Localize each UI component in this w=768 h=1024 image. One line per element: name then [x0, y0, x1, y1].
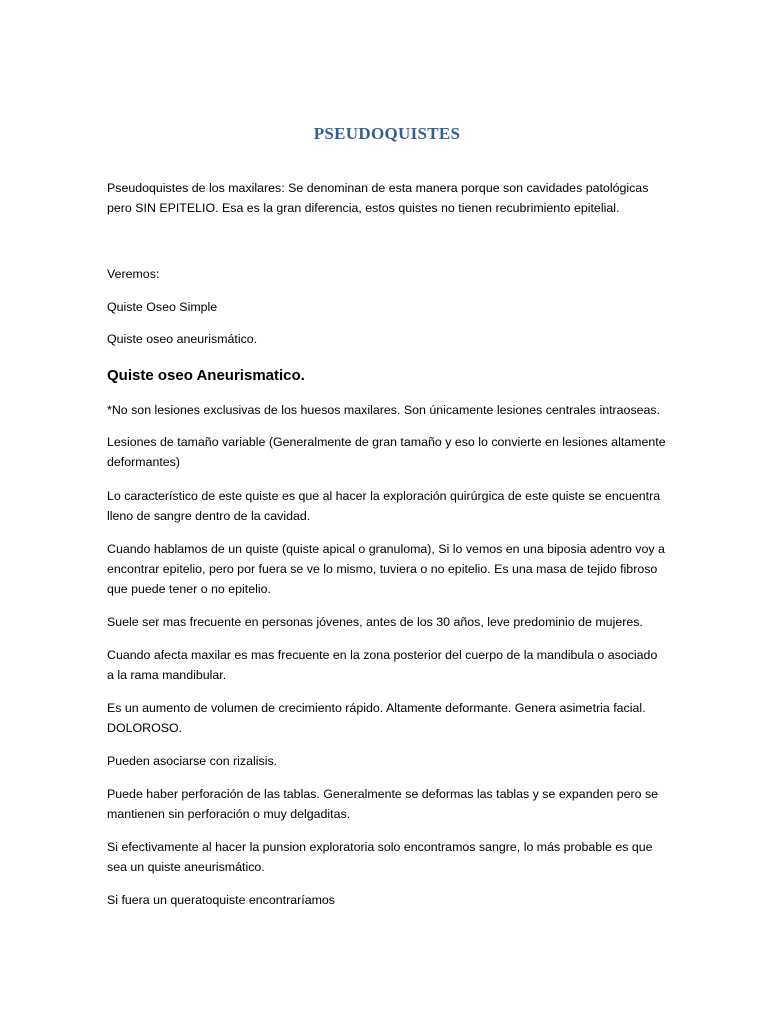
paragraph-characteristic: Lo característico de este quiste es que al hacer la exploración quirúrgica de este quiste se encuentra lleno de sangre dentro de la cavidad.	[107, 489, 661, 523]
paragraph-perforation: Puede haber perforación de las tablas. Generalmente se deformas las tablas y se expanden pero se mantienen sin perforación o muy delgaditas.	[107, 787, 659, 821]
paragraph-frequency: Suele ser mas frecuente en personas jóvenes, antes de los 30 años, leve predominio de mujeres.	[107, 615, 643, 629]
document-title: PSEUDOQUISTES	[313, 124, 461, 143]
paragraph-size: Lesiones de tamaño variable (Generalmente de gran tamaño y eso lo convierte en lesiones altamente deformantes)	[107, 435, 666, 469]
veremos-label: Veremos:	[107, 267, 160, 281]
paragraph-rizalisis: Pueden asociarse con rizalisis.	[107, 754, 278, 768]
list-item-simple-cyst: Quiste Oseo Simple	[107, 300, 218, 314]
paragraph-exclusivity: *No son lesiones exclusivas de los huesos maxilares. Son únicamente lesiones centrales intraoseas.	[107, 403, 661, 417]
paragraph-growth: Es un aumento de volumen de crecimiento rápido. Altamente deformante. Genera asimetria facial. DOLOROSO.	[107, 701, 646, 735]
paragraph-keratocyst: Si fuera un queratoquiste encontraríamos	[107, 893, 335, 907]
intro-paragraph: Pseudoquistes de los maxilares: Se denominan de esta manera porque son cavidades patológicas pero SIN EPITELIO. Esa es la gran diferencia, estos quistes no tienen recubrimiento epitelial.	[107, 181, 649, 215]
paragraph-puncture: Si efectivamente al hacer la punsion exploratoria solo encontramos sangre, lo más probable es que sea un quiste aneurismático.	[107, 840, 653, 874]
section-heading: Quiste oseo Aneurismatico.	[107, 367, 305, 384]
paragraph-epithelium: Cuando hablamos de un quiste (quiste apical o granuloma), Si lo vemos en una biposia adentro voy a encontrar epitelio, pero por fuera se ve lo mismo, tuviera o no epitelio. Es una masa de tejido fibroso que puede tener o no epitelio.	[107, 542, 665, 596]
list-item-aneurysmal-cyst: Quiste oseo aneurismático.	[107, 332, 258, 346]
paragraph-location: Cuando afecta maxilar es mas frecuente en la zona posterior del cuerpo de la mandibula o asociado a la rama mandibular.	[107, 648, 658, 682]
